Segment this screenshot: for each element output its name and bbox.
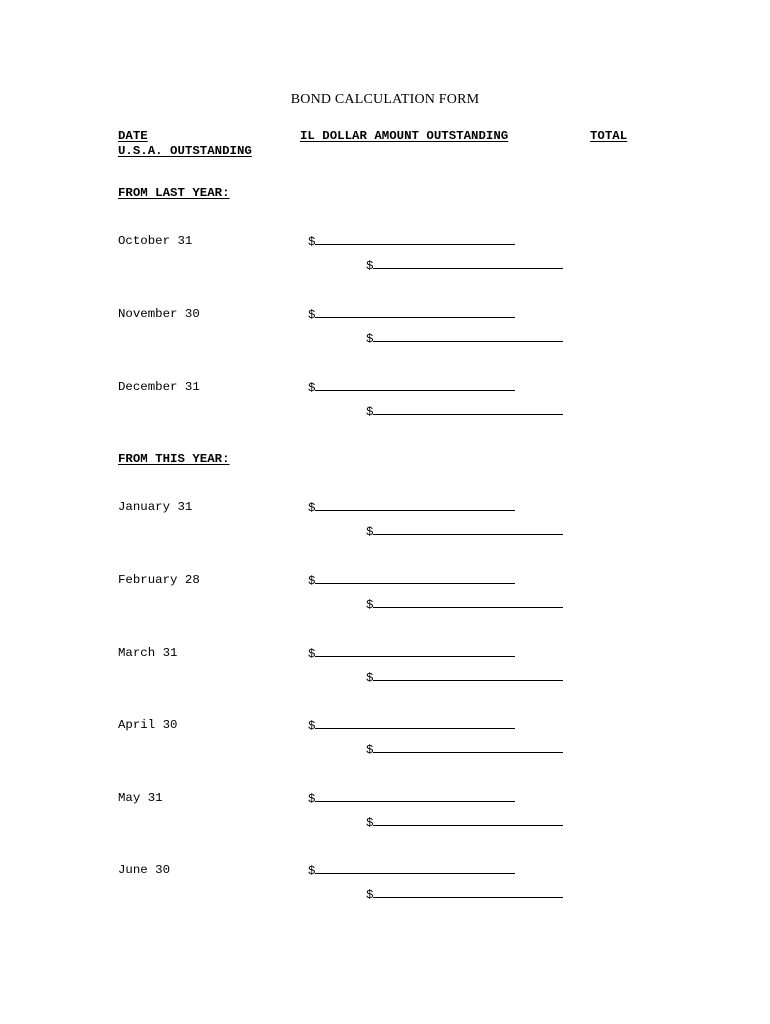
dollar-sign: $	[308, 501, 316, 515]
dollar-sign: $	[366, 525, 374, 539]
dollar-sign: $	[366, 816, 374, 830]
section-from-last-year: FROM LAST YEAR:	[118, 186, 230, 200]
dollar-sign: $	[308, 864, 316, 878]
total-field-february-28[interactable]	[366, 597, 563, 612]
header-date: DATE	[118, 129, 148, 143]
total-field-october-31[interactable]	[366, 258, 563, 273]
total-field-may-31[interactable]	[366, 815, 563, 830]
blank-line[interactable]	[315, 646, 515, 657]
header-usa-outstanding: U.S.A. OUTSTANDING	[118, 144, 252, 158]
row-date-october-31: October 31	[118, 234, 193, 248]
blank-line[interactable]	[315, 573, 515, 584]
il-amount-field-march-31[interactable]	[308, 646, 515, 661]
row-date-april-30: April 30	[118, 718, 178, 732]
dollar-sign: $	[308, 235, 316, 249]
blank-line[interactable]	[315, 307, 515, 318]
blank-line[interactable]	[315, 234, 515, 245]
row-date-march-31: March 31	[118, 646, 178, 660]
dollar-sign: $	[308, 381, 316, 395]
dollar-sign: $	[308, 308, 316, 322]
header-total: TOTAL	[590, 129, 628, 143]
blank-line[interactable]	[373, 258, 563, 269]
section-from-this-year: FROM THIS YEAR:	[118, 452, 230, 466]
il-amount-field-april-30[interactable]	[308, 718, 515, 733]
il-amount-field-october-31[interactable]	[308, 234, 515, 249]
blank-line[interactable]	[373, 887, 563, 898]
il-amount-field-june-30[interactable]	[308, 863, 515, 878]
blank-line[interactable]	[373, 742, 563, 753]
blank-line[interactable]	[315, 718, 515, 729]
dollar-sign: $	[366, 405, 374, 419]
row-date-december-31: December 31	[118, 380, 200, 394]
header-il-dollar-amount: IL DOLLAR AMOUNT OUTSTANDING	[300, 129, 509, 143]
row-date-february-28: February 28	[118, 573, 200, 587]
dollar-sign: $	[366, 332, 374, 346]
il-amount-field-november-30[interactable]	[308, 307, 515, 322]
dollar-sign: $	[308, 719, 316, 733]
dollar-sign: $	[366, 671, 374, 685]
dollar-sign: $	[366, 743, 374, 757]
total-field-june-30[interactable]	[366, 887, 563, 902]
total-field-april-30[interactable]	[366, 742, 563, 757]
dollar-sign: $	[308, 792, 316, 806]
il-amount-field-may-31[interactable]	[308, 791, 515, 806]
blank-line[interactable]	[373, 670, 563, 681]
blank-line[interactable]	[373, 524, 563, 535]
il-amount-field-january-31[interactable]	[308, 500, 515, 515]
total-field-january-31[interactable]	[366, 524, 563, 539]
dollar-sign: $	[308, 647, 316, 661]
form-title: BOND CALCULATION FORM	[290, 92, 480, 107]
blank-line[interactable]	[373, 331, 563, 342]
blank-line[interactable]	[373, 815, 563, 826]
blank-line[interactable]	[315, 791, 515, 802]
il-amount-field-february-28[interactable]	[308, 573, 515, 588]
total-field-march-31[interactable]	[366, 670, 563, 685]
blank-line[interactable]	[315, 380, 515, 391]
il-amount-field-december-31[interactable]	[308, 380, 515, 395]
blank-line[interactable]	[373, 597, 563, 608]
dollar-sign: $	[366, 888, 374, 902]
blank-line[interactable]	[373, 404, 563, 415]
dollar-sign: $	[366, 259, 374, 273]
blank-line[interactable]	[315, 863, 515, 874]
row-date-november-30: November 30	[118, 307, 200, 321]
dollar-sign: $	[308, 574, 316, 588]
row-date-january-31: January 31	[118, 500, 193, 514]
row-date-june-30: June 30	[118, 863, 171, 877]
total-field-november-30[interactable]	[366, 331, 563, 346]
blank-line[interactable]	[315, 500, 515, 511]
dollar-sign: $	[366, 598, 374, 612]
total-field-december-31[interactable]	[366, 404, 563, 419]
row-date-may-31: May 31	[118, 791, 163, 805]
